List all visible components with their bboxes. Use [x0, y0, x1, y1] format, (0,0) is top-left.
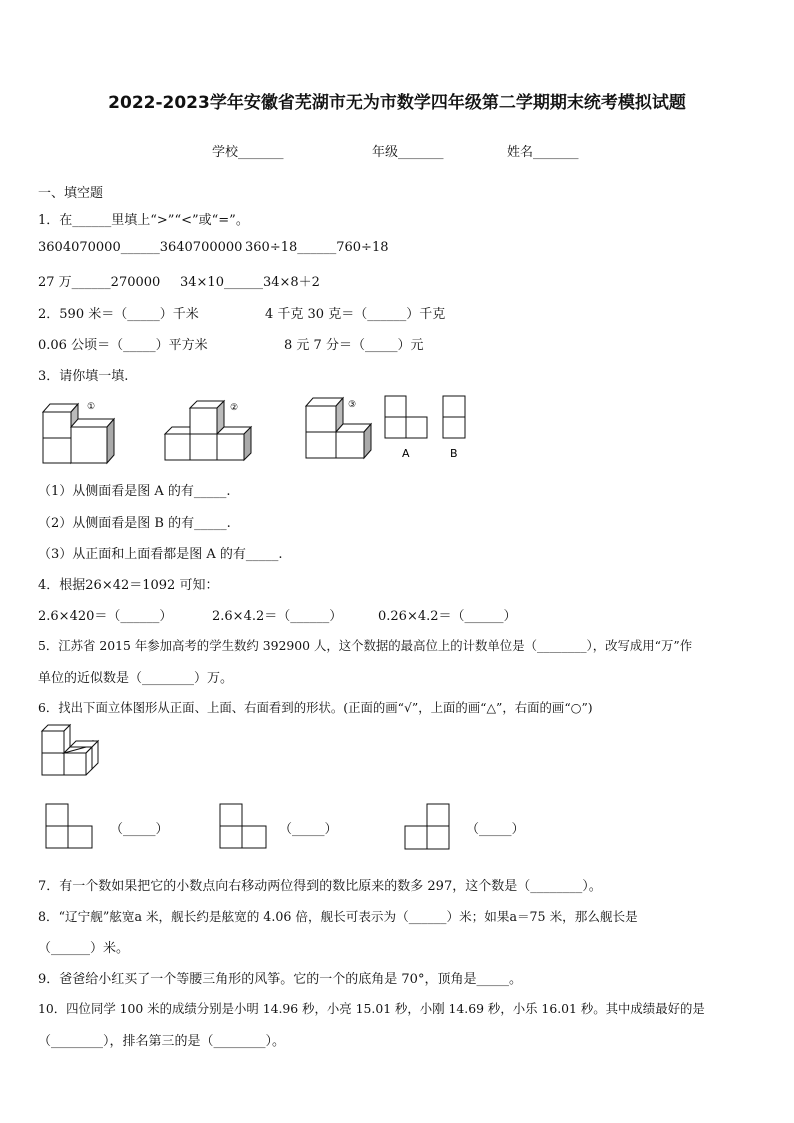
- q1-row1-a: 3604070000______3640700000: [38, 240, 243, 255]
- q3-sub3: （3）从正面和上面看都是图 A 的有_____.: [38, 547, 283, 562]
- page-title: 2022-2023学年安徽省芜湖市无为市数学四年级第二学期期末统考模拟试题: [108, 93, 686, 113]
- figure-1-label: ①: [87, 402, 96, 412]
- q6-solid-figure: [40, 722, 104, 780]
- q6-stem: 6．找出下面立体图形从正面、上面、右面看到的形状。(正面的画“√”，上面的画“△”，右面的画“○”): [38, 700, 593, 715]
- q8-line1: 8．“辽宁舰”舷宽a 米，舰长约是舷宽的 4.06 倍，舰长可表示为（______）米；如果a＝75 米，那么舰长是: [38, 909, 638, 924]
- q3-figure-2: [162, 398, 272, 468]
- q6-blank-2: （_____）: [279, 822, 338, 837]
- q6-view-2: [219, 803, 269, 849]
- q4-stem: 4．根据26×42＝1092 可知：: [38, 578, 219, 593]
- q4-a: 2.6×420＝（______）: [38, 609, 173, 624]
- q2-c: 0.06 公顷＝（_____）平方米: [38, 338, 208, 353]
- name-field: 姓名_______: [507, 145, 579, 160]
- q2-b: 4 千克 30 克＝（______）千克: [265, 307, 446, 322]
- q1-stem: 1．在______里填上“>”“<”或“=”。: [38, 213, 249, 228]
- q9: 9．爸爸给小红买了一个等腰三角形的风筝。它的一个的底角是 70°，顶角是_____。: [38, 972, 522, 987]
- q3-view-a: [383, 395, 433, 467]
- q7: 7．有一个数如果把它的小数点向右移动两位得到的数比原来的数多 297，这个数是（________）。: [38, 879, 602, 894]
- q3-sub1: （1）从侧面看是图 A 的有_____.: [38, 484, 231, 499]
- q2-d: 8 元 7 分＝（_____）元: [284, 338, 424, 353]
- q1-row2-b: 34×10______34×8＋2: [180, 275, 320, 290]
- q4-b: 2.6×4.2＝（______）: [212, 609, 343, 624]
- q6-blank-3: （_____）: [466, 822, 525, 837]
- q4-c: 0.26×4.2＝（______）: [378, 609, 517, 624]
- view-a-label: A: [402, 447, 410, 460]
- q6-view-1: [45, 803, 95, 849]
- q1-row1-b: 360÷18______760÷18: [245, 240, 389, 255]
- q5-line2: 单位的近似数是（________）万。: [38, 671, 234, 686]
- school-field: 学校_______: [212, 145, 284, 160]
- figure-3-label: ③: [348, 400, 357, 410]
- q6-blank-1: （_____）: [110, 822, 169, 837]
- q5-line1: 5．江苏省 2015 年参加高考的学生数约 392900 人，这个数据的最高位上的计数单位是（________），改写成用“万”作: [38, 638, 693, 653]
- q3-sub2: （2）从侧面看是图 B 的有_____.: [38, 516, 231, 531]
- q2-a: 2．590 米＝（_____）千米: [38, 307, 199, 322]
- q3-figure-1: [40, 398, 130, 468]
- q3-figure-3: [303, 395, 383, 465]
- q6-view-3: [404, 803, 454, 851]
- grade-field: 年级_______: [372, 145, 444, 160]
- q3-stem: 3．请你填一填.: [38, 369, 129, 384]
- q10-line1: 10．四位同学 100 米的成绩分别是小明 14.96 秒，小亮 15.01 秒，小刚 14.69 秒，小乐 16.01 秒。其中成绩最好的是: [38, 1001, 705, 1016]
- section-heading: 一、填空题: [38, 186, 104, 201]
- q8-line2: （______）米。: [38, 941, 130, 956]
- q3-view-b: [441, 395, 471, 467]
- q1-row2-a: 27 万______270000: [38, 275, 161, 290]
- q10-line2: （________），排名第三的是（________）。: [38, 1034, 286, 1049]
- view-b-label: B: [450, 447, 458, 460]
- figure-2-label: ②: [230, 403, 239, 413]
